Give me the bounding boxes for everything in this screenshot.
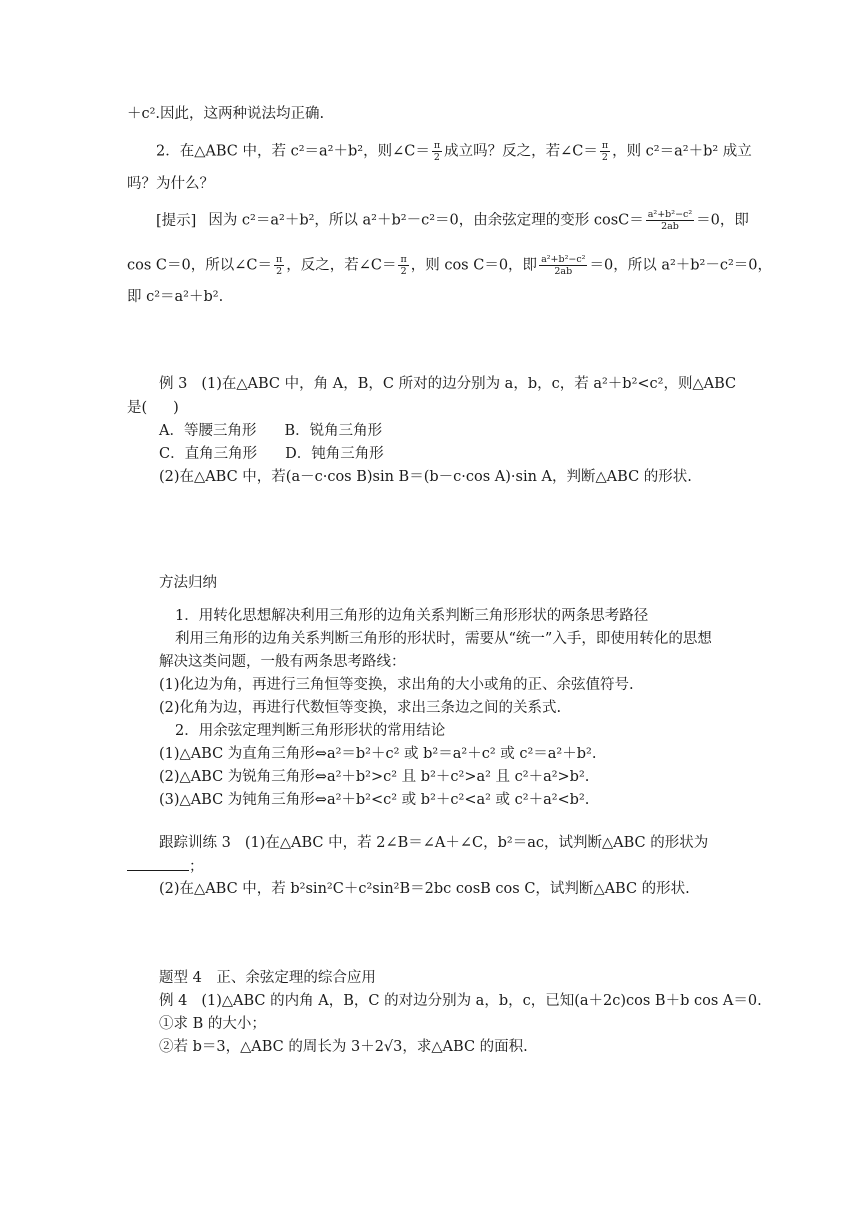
ex4-label: 例 4 xyxy=(159,993,188,1009)
hint-line1-b: ＝0，即 xyxy=(696,212,749,229)
ex4-line2: ①求 B 的大小； xyxy=(159,1016,266,1032)
answer-blank xyxy=(127,856,189,871)
hint-line1 xyxy=(156,209,749,232)
track3-label: 跟踪训练 3 xyxy=(159,835,231,851)
pi-over-2-fraction: $\frac{\pi}{2}$ xyxy=(400,254,407,277)
method-title: 方法归纳 xyxy=(159,575,217,591)
cosine-rule-fraction: $\frac{\text{a²+b²−c²}}{2ab}$ xyxy=(541,254,586,277)
method-para-2: 解决这类问题，一般有两条思考路线： xyxy=(159,654,406,670)
method-heading-2: 2．用余弦定理判断三角形形状的常用结论 xyxy=(175,723,446,739)
hint-label: [提示] xyxy=(156,212,197,229)
cosine-rule-fraction: $\frac{\text{a²+b²−c²}}{2ab}$ xyxy=(647,209,693,232)
q1-tail: ＋c².因此，这两种说法均正确. xyxy=(127,106,325,122)
q2-line1 xyxy=(156,140,752,163)
option-a: A．等腰三角形 xyxy=(159,423,257,439)
q2-line1-a: 2．在△ABC 中，若 c²＝a²＋b²，则∠C＝ xyxy=(156,143,430,160)
q2-line1-b: 成立吗？反之，若∠C＝ xyxy=(444,143,598,160)
pi-over-2-fraction: $\frac{\pi}{2}$ xyxy=(275,254,283,277)
pi-over-2-fraction: $\frac{\pi}{2}$ xyxy=(601,140,609,163)
hint-line3: 即 c²＝a²＋b². xyxy=(127,289,224,305)
option-b: B．锐角三角形 xyxy=(284,423,383,439)
hint-line2: cos C＝0，所以∠C＝ $\frac{\pi}{2}$ ，反之，若∠C＝ $\frac{\pi}{2}$ ，则 cos C＝0，即 $\frac{\text{a²+b²−c²}}{2ab}$ ＝0，所以 a²＋b²－c²＝0， xyxy=(127,254,773,277)
option-c: C．直角三角形 xyxy=(159,446,258,462)
ex3-options-row1 xyxy=(159,421,382,441)
method-heading-1: 1．用转化思想解决利用三角形的边角关系判断三角形形状的两条思考路径 xyxy=(175,608,649,624)
ex3-line5: (2)在△ABC 中，若(a－c·cos B)sin B＝(b－c·cos A)·sin A，判断△ABC 的形状. xyxy=(159,469,692,485)
ex4-line3: ②若 b＝3，△ABC 的周长为 3＋2√3，求△ABC 的面积. xyxy=(159,1039,528,1055)
method-conclusion-2: (2)△ABC 为锐角三角形⇔a²＋b²>c² 且 b²＋c²>a² 且 c²＋a²>b². xyxy=(159,769,590,785)
method-item-2: (2)化角为边，再进行代数恒等变换，求出三条边之间的关系式. xyxy=(159,700,562,716)
option-d: D．钝角三角形 xyxy=(285,446,384,462)
ex4-line1: 例 4 (1)△ABC 的内角 A，B，C 的对边分别为 a，b，c，已知(a＋2c)cos B＋b cos A＝0. xyxy=(159,993,762,1009)
track3-line2: ； xyxy=(127,856,204,877)
ex3-options-row2 xyxy=(159,444,384,464)
ex3-line1: 例 3 (1)在△ABC 中，角 A，B，C 所对的边分别为 a，b，c，若 a²＋b²<c²，则△ABC xyxy=(159,376,737,392)
track3-line3: (2)在△ABC 中，若 b²sin²C＋c²sin²B＝2bc cosB cos C，试判断△ABC 的形状. xyxy=(159,881,690,897)
method-conclusion-3: (3)△ABC 为钝角三角形⇔a²＋b²<c² 或 b²＋c²<a² 或 c²＋a²<b². xyxy=(159,792,590,808)
type4-title: 题型 4 正、余弦定理的综合应用 xyxy=(159,970,376,986)
pi-over-2-fraction: $\frac{\pi}{2}$ xyxy=(433,140,441,163)
q2-line2: 吗？为什么？ xyxy=(127,176,214,192)
hint-line1-a: 因为 c²＝a²＋b²，所以 a²＋b²－c²＝0，由余弦定理的变形 cosC＝ xyxy=(208,212,644,229)
q2-line1-c: ，则 c²＝a²＋b² 成立 xyxy=(612,143,752,160)
method-item-1: (1)化边为角，再进行三角恒等变换，求出角的大小或角的正、余弦值符号. xyxy=(159,677,634,693)
method-conclusion-1: (1)△ABC 为直角三角形⇔a²＝b²＋c² 或 b²＝a²＋c² 或 c²＝a²＋b². xyxy=(159,746,597,762)
ex3-line2: 是( ) xyxy=(127,400,179,416)
ex3-label: 例 3 xyxy=(159,376,188,392)
method-para-1: 利用三角形的边角关系判断三角形的形状时，需要从“统一”入手，即使用转化的思想 xyxy=(175,631,712,647)
track3-line1: 跟踪训练 3 (1)在△ABC 中，若 2∠B＝∠A＋∠C，b²＝ac，试判断△ABC 的形状为 xyxy=(159,835,709,851)
